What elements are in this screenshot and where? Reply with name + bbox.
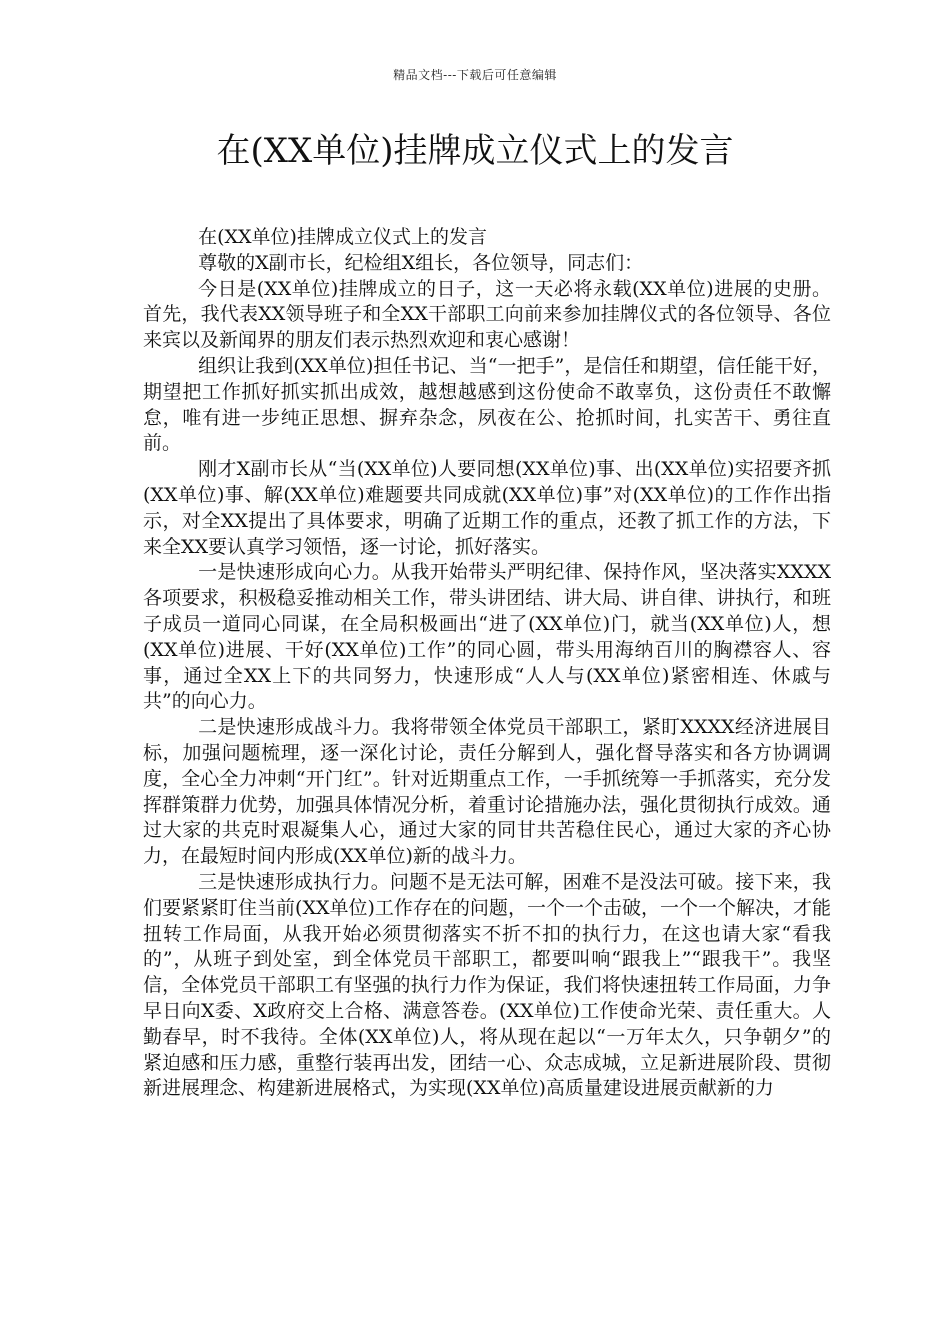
document-title: 在(XX单位)挂牌成立仪式上的发言 bbox=[216, 131, 734, 171]
body-salutation: 尊敬的X副市长，纪检组X组长，各位领导，同志们： bbox=[198, 251, 644, 274]
body-paragraph: 一是快速形成向心力。从我开始带头严明纪律、保持作风，坚决落实XXXX各项要求，积极稳妥推动相关工作，带头讲团结、讲大局、讲自律、讲执行，和班子成员一道同心同谋，在全局积极画出“进了(XX单位)门，就当(XX单位)人，想(XX单位)进展、干好(XX单位)工作”的同心圆，带头用海纳百川的胸襟容人、容事，通过全XX上下的共同努力，快速形成“人人与(XX单位)紧密相连、休戚与共”的向心力。 bbox=[143, 561, 831, 713]
body-paragraph: 今日是(XX单位)挂牌成立的日子，这一天必将永载(XX单位)进展的史册。首先，我代表XX领导班子和全XX干部职工向前来参加挂牌仪式的各位领导、各位来宾以及新闻界的朋友们表示热烈欢迎和衷心感谢！ bbox=[143, 277, 831, 352]
body-paragraph: 刚才X副市长从“当(XX单位)人要同想(XX单位)事、出(XX单位)实招要齐抓(XX单位)事、解(XX单位)难题要共同成就(XX单位)事”对(XX单位)的工作作出指示，对全XX提出了具体要求，明确了近期工作的重点，还教了抓工作的方法，下来全XX要认真学习领悟，逐一讨论，抓好落实。 bbox=[143, 458, 831, 558]
document-body bbox=[143, 225, 831, 1102]
body-paragraph: 三是快速形成执行力。问题不是无法可解，困难不是没法可破。接下来，我们要紧紧盯住当前(XX单位)工作存在的问题，一个一个击破，一个一个解决，才能扭转工作局面，从我开始必须贯彻落实不折不扣的执行力，在这也请大家“看我的”，从班子到处室，到全体党员干部职工，都要叫响“跟我上”“跟我干”。我坚信，全体党员干部职工有坚强的执行力作为保证，我们将快速扭转工作局面，力争早日向X委、X政府交上合格、满意答卷。(XX单位)工作使命光荣、责任重大。人勤春早，时不我待。全体(XX单位)人，将从现在起以“一万年太久，只争朝夕”的紧迫感和压力感，重整行装再出发，团结一心、众志成城，立足新进展阶段、贯彻新进展理念、构建新进展格式，为实现(XX单位)高质量建设进展贡献新的力 bbox=[143, 870, 831, 1100]
page-header-note: 精品文档---下载后可任意编辑 bbox=[393, 68, 557, 82]
body-subtitle: 在(XX单位)挂牌成立仪式上的发言 bbox=[198, 226, 487, 248]
body-paragraph: 二是快速形成战斗力。我将带领全体党员干部职工，紧盯XXXX经济进展目标，加强问题梳理，逐一深化讨论，责任分解到人，强化督导落实和各方协调调度，全心全力冲刺“开门红”。针对近期重点工作，一手抓统筹一手抓落实，充分发挥群策群力优势，加强具体情况分析，着重讨论措施办法，强化贯彻执行成效。通过大家的共克时艰凝集人心，通过大家的同甘共苦稳住民心，通过大家的齐心协力，在最短时间内形成(XX单位)新的战斗力。 bbox=[143, 716, 831, 868]
body-paragraph: 组织让我到(XX单位)担任书记、当“一把手”，是信任和期望，信任能干好，期望把工作抓好抓实抓出成效，越想越感到这份使命不敢辜负，这份责任不敢懈怠，唯有进一步纯正思想、摒弃杂念，夙夜在公、抢抓时间，扎实苦干、勇往直前。 bbox=[143, 354, 831, 455]
